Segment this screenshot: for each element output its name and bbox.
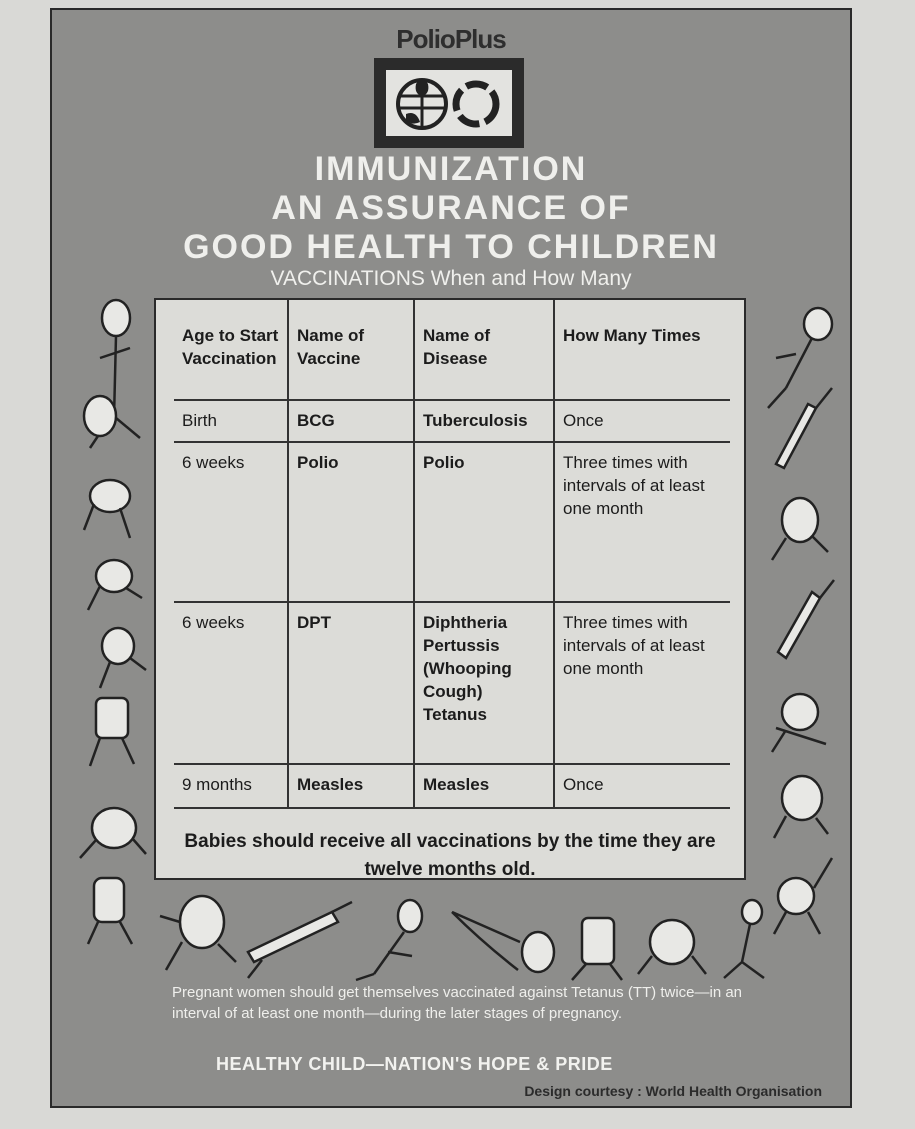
design-credit: Design courtesy : World Health Organisation [524,1083,822,1099]
cell-age: 6 weeks [174,602,288,764]
cell-disease: Polio [414,442,554,602]
pregnant-women-note: Pregnant women should get themselves vaccinated against Tetanus (TT) twice—in an interval of at least one month—during the later stages of pregnancy. [172,984,743,1022]
cell-vaccine: Polio [288,442,414,602]
header-age: Age to Start Vaccination [174,300,288,400]
table-row [174,400,730,442]
table-row [174,764,730,808]
cell-age: 6 weeks [174,442,288,602]
table-header-row [174,300,730,400]
cell-disease: Measles [414,764,554,808]
vaccination-table [174,300,730,809]
slogan: HEALTHY CHILD—NATION'S HOPE & PRIDE [216,1054,613,1074]
table-row [174,442,730,602]
headline-line-1: IMMUNIZATION [314,150,588,188]
brand-title: PolioPlus [396,24,506,54]
ring-icon [446,70,506,136]
cell-disease: Diphtheria Pertussis (Whooping Cough) Tetanus [414,602,554,764]
cell-times: Once [554,764,730,808]
vaccine-character-icon [70,298,150,948]
header-times: How Many Times [554,300,730,400]
syringe-icon [756,298,836,948]
headline-line-2: AN ASSURANCE OF [271,189,631,227]
cell-vaccine: DPT [288,602,414,764]
cell-disease: Tuberculosis [414,400,554,442]
twelve-months-note: Babies should receive all vaccinations by the time they are twelve months old. [184,831,716,880]
cell-times: Once [554,400,730,442]
cell-vaccine: Measles [288,764,414,808]
poster [50,8,852,1108]
header-disease: Name of Disease [414,300,554,400]
vaccination-table-card [154,298,746,880]
cell-age: Birth [174,400,288,442]
headline-line-3: GOOD HEALTH TO CHILDREN [183,228,719,266]
polioplus-logo [374,58,524,148]
header-vaccine: Name of Vaccine [288,300,414,400]
table-row [174,602,730,764]
spoon-icon [152,882,772,982]
cell-times: Three times with intervals of at least one month [554,602,730,764]
cell-times: Three times with intervals of at least one month [554,442,730,602]
cell-vaccine: BCG [288,400,414,442]
subheading: VACCINATIONS When and How Many [270,267,632,290]
cell-age: 9 months [174,764,288,808]
